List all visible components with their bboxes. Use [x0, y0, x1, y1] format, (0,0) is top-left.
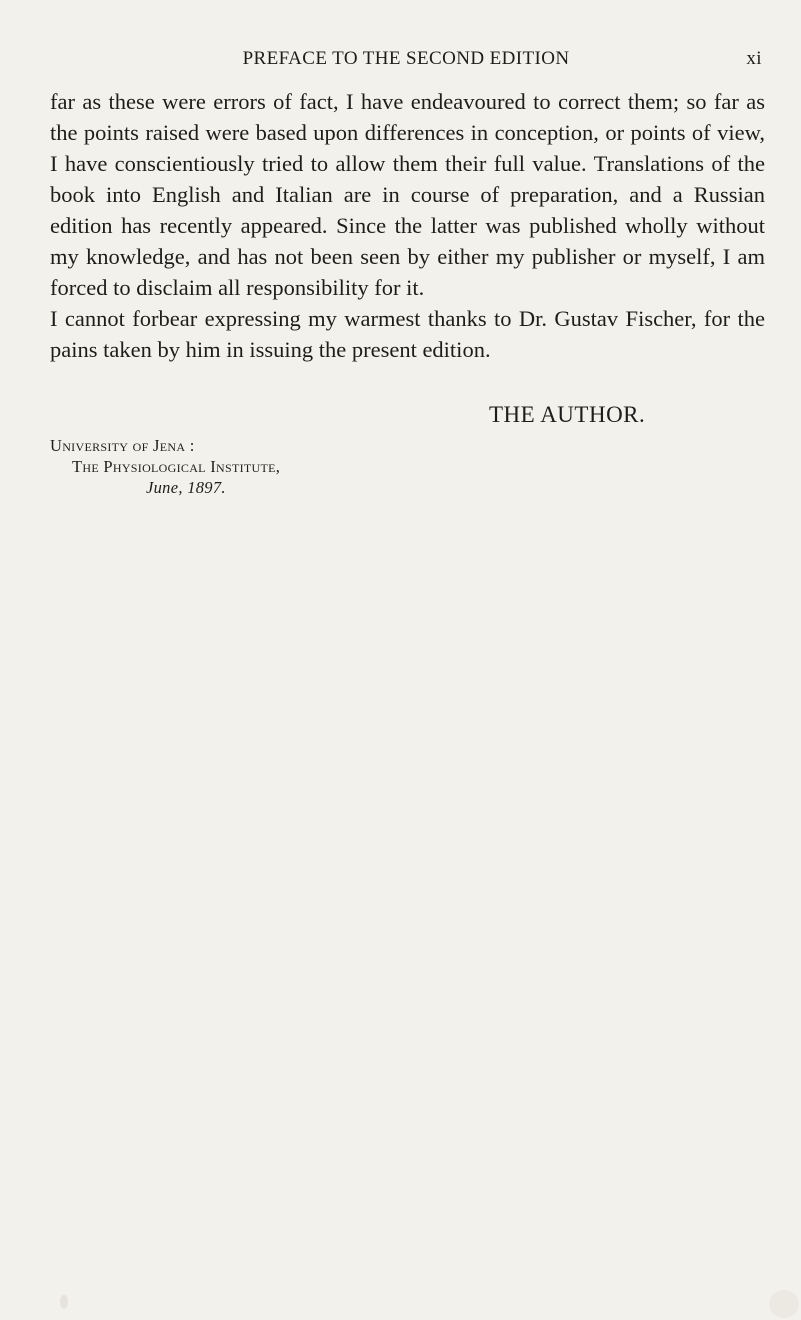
paper-speck — [60, 1295, 68, 1309]
signature: THE AUTHOR. — [489, 402, 646, 427]
running-head — [50, 48, 762, 78]
running-title: PREFACE TO THE SECOND EDITION — [242, 48, 570, 69]
page-number: xi — [746, 48, 762, 69]
body-text — [50, 86, 765, 365]
paragraph-continuation: far as these were errors of fact, I have endeavoured to correct them; so far as the points raised were based upon differences in conception, or points of view, I have conscientiously tried to allow them their full value. Translations of the book into English and Italian are in course of preparation, and a Russian edition has recently appeared. Since the latter was published wholly without my knowledge, and has not been seen by either my publisher or myself, I am forced to disclaim all responsibility for it. — [50, 89, 765, 300]
paragraph-thanks: I cannot forbear expressing my warmest thanks to Dr. Gustav Fischer, for the pains taken by him in issuing the present edition. — [50, 306, 765, 362]
paper-speck — [769, 1290, 799, 1318]
address-date: June, 1897. — [146, 478, 226, 497]
address-block — [50, 435, 280, 498]
address-institute: The Physiological Institute, — [72, 457, 281, 476]
address-university: University of Jena : — [50, 436, 195, 455]
